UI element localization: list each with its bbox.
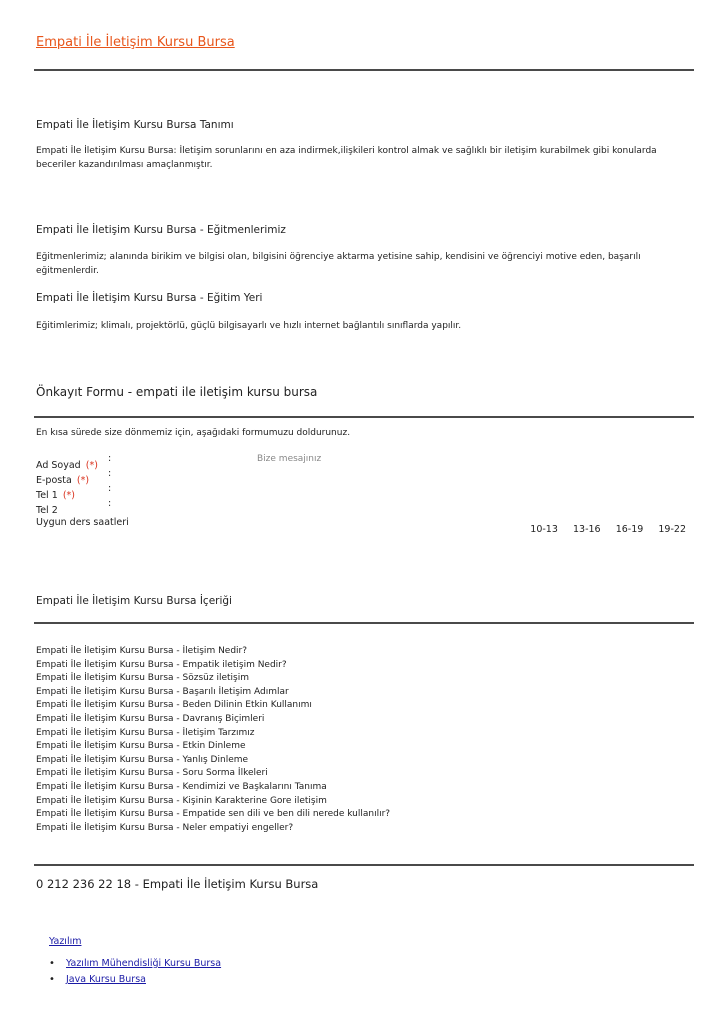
- footer-link-row: [49, 967, 146, 986]
- trainers-text: [36, 250, 696, 278]
- form-heading: Önkayıt Formu - empati ile iletişim kursu bursa: [36, 385, 318, 399]
- list-item: Empati İle İletişim Kursu Bursa - Başarılı İletişim Adımlar: [36, 686, 289, 697]
- content-heading: Empati İle İletişim Kursu Bursa İçeriği: [36, 595, 232, 607]
- bullet-icon: •: [49, 974, 55, 985]
- list-item: Empati İle İletişim Kursu Bursa - Neler empatiyi engeller?: [36, 822, 294, 833]
- hours-option[interactable]: 19-22: [658, 524, 686, 535]
- list-item: Empati İle İletişim Kursu Bursa - Kendimizi ve Başkalarını Tanıma: [36, 781, 327, 792]
- list-item: Empati İle İletişim Kursu Bursa - Soru Sorma İlkeleri: [36, 768, 268, 779]
- definition-text: [36, 144, 696, 172]
- footer-category-link[interactable]: Yazılım: [49, 936, 82, 947]
- hours-label: Uygun ders saatleri: [36, 517, 129, 528]
- field-label: E-posta: [36, 475, 72, 486]
- content-list: [36, 645, 390, 835]
- field-colon: :: [108, 483, 112, 494]
- bullet-icon: •: [49, 958, 55, 969]
- footer-link[interactable]: Yazılım Mühendisliği Kursu Bursa: [66, 958, 222, 969]
- field-colon: :: [108, 498, 112, 509]
- field-colon: :: [108, 453, 112, 464]
- message-textarea[interactable]: Bize mesajınız: [257, 454, 322, 464]
- list-item: Empati İle İletişim Kursu Bursa - Davranış Biçimleri: [36, 713, 265, 724]
- trainers-text-line-1: Eğitmenlerimiz; alanında birikim ve bilgisi olan, bilgisini öğrenciye aktarma yetisine sahip, kendisini ve öğrenciyi motive eden, başarılı: [36, 252, 641, 262]
- definition-text-line-1: Empati İle İletişim Kursu Bursa: İletişim sorunlarını en aza indirmek,ilişkileri kontrol almak ve sağlıklı bir iletişim kurabilmek gibi konularda: [36, 146, 657, 156]
- trainers-text-line-2: eğitmenlerdir.: [36, 266, 99, 276]
- location-heading: Empati İle İletişim Kursu Bursa - Eğitim Yeri: [36, 292, 263, 304]
- list-item: Empati İle İletişim Kursu Bursa - Beden Dilinin Etkin Kullanımı: [36, 700, 312, 711]
- form-fields: [36, 453, 266, 516]
- footer-divider: [34, 864, 694, 866]
- list-item: Empati İle İletişim Kursu Bursa - Sözsüz iletişim: [36, 673, 249, 684]
- form-field-tel1[interactable]: [36, 483, 266, 501]
- footer-phone-line: 0 212 236 22 18 - Empati İle İletişim Kursu Bursa: [36, 877, 319, 891]
- required-mark: (*): [85, 460, 98, 471]
- hours-option[interactable]: 16-19: [615, 524, 644, 535]
- list-item: Empati İle İletişim Kursu Bursa - Etkin Dinleme: [36, 741, 246, 752]
- field-label: Tel 2: [36, 505, 58, 516]
- content-divider: [34, 622, 694, 624]
- list-item: Empati İle İletişim Kursu Bursa - Kişinin Karakterine Gore iletişim: [36, 795, 327, 806]
- header-divider: [34, 69, 694, 71]
- field-colon: :: [108, 468, 112, 479]
- form-field-tel2[interactable]: [36, 498, 266, 516]
- form-field-ad-soyad[interactable]: [36, 453, 266, 471]
- hours-option[interactable]: 13-16: [572, 524, 601, 535]
- form-divider: [34, 416, 694, 418]
- form-intro: En kısa sürede size dönmemiz için, aşağıdaki formumuzu doldurunuz.: [36, 428, 351, 438]
- list-item: Empati İle İletişim Kursu Bursa - Yanlış Dinleme: [36, 754, 249, 765]
- hours-option[interactable]: 10-13: [530, 524, 558, 535]
- list-item: Empati İle İletişim Kursu Bursa - Empatik iletişim Nedir?: [36, 659, 287, 670]
- form-field-email[interactable]: [36, 468, 266, 486]
- field-label: Tel 1: [36, 490, 58, 501]
- list-item: Empati İle İletişim Kursu Bursa - İletişim Tarzımız: [36, 727, 255, 738]
- footer-link[interactable]: Java Kursu Bursa: [66, 974, 146, 985]
- page-title-link[interactable]: Empati İle İletişim Kursu Bursa: [36, 35, 235, 50]
- definition-text-line-2: beceriler kazandırılması amaçlanmıştır.: [36, 160, 213, 170]
- trainers-heading: Empati İle İletişim Kursu Bursa - Eğitmenlerimiz: [36, 224, 286, 236]
- location-text: Eğitimlerimiz; klimalı, projektörlü, güçlü bilgisayarlı ve hızlı internet bağlantılı sınıflarda yapılır.: [36, 321, 462, 331]
- list-item: Empati İle İletişim Kursu Bursa - İletişim Nedir?: [36, 646, 248, 656]
- field-label: Ad Soyad: [36, 460, 81, 471]
- definition-heading: Empati İle İletişim Kursu Bursa Tanımı: [36, 119, 234, 131]
- list-item: Empati İle İletişim Kursu Bursa - Empatide sen dili ve ben dili nerede kullanılır?: [36, 809, 391, 820]
- required-mark: (*): [62, 490, 76, 501]
- hours-options: [520, 517, 686, 536]
- required-mark: (*): [76, 475, 90, 486]
